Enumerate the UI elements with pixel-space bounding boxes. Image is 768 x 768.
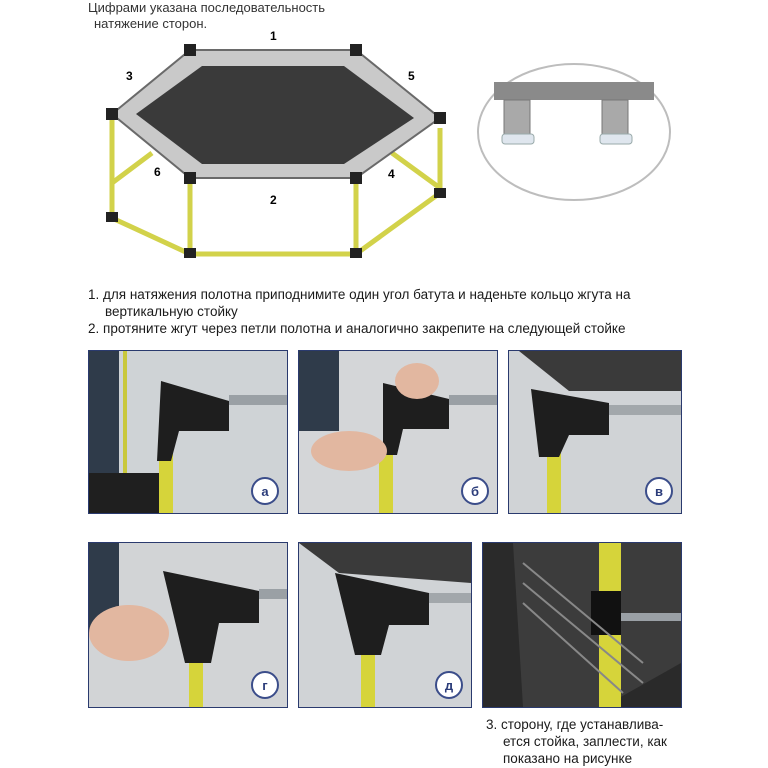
photo-b-badge: б: [461, 477, 489, 505]
detail-clip-right: [602, 100, 628, 134]
photo-b: [298, 350, 498, 514]
detail-base-right: [600, 134, 632, 144]
instructions: [88, 286, 708, 337]
photo-c-badge: в: [645, 477, 673, 505]
photo-e-badge: д: [435, 671, 463, 699]
detail-inset: [474, 58, 674, 208]
note-line2: ется стойка, заплести, как: [503, 734, 667, 749]
note-line3: показано на рисунке: [503, 751, 633, 766]
photo-a-badge: а: [251, 477, 279, 505]
photo-f-illustration: [483, 543, 681, 707]
side-label-3: 3: [126, 69, 133, 83]
photo-a: [88, 350, 288, 514]
photo-c: [508, 350, 682, 514]
photo-e: [298, 542, 472, 708]
photo-d-badge: г: [251, 671, 279, 699]
header-caption-line2: натяжение сторон.: [94, 16, 208, 31]
side-label-6: 6: [154, 165, 161, 179]
step2: 2. протяните жгут через петли полотна и аналогично закрепите на следующей стойке: [88, 321, 626, 336]
note-line1: 3. сторону, где устанавлива-: [486, 717, 664, 732]
side-label-5: 5: [408, 69, 415, 83]
header-caption-line1: Цифрами указана последовательность: [88, 0, 326, 15]
detail-frame-bar: [494, 82, 654, 100]
detail-clip-left: [504, 100, 530, 134]
photo-f: [482, 542, 682, 708]
note-step3: [486, 716, 686, 767]
side-label-4: 4: [388, 167, 395, 181]
step1-line1: 1. для натяжения полотна приподнимите один угол батута и наденьте кольцо жгута на: [88, 287, 631, 302]
photo-d: [88, 542, 288, 708]
detail-base-left: [502, 134, 534, 144]
step1-line2: вертикальную стойку: [105, 304, 238, 319]
side-label-2: 2: [270, 193, 277, 207]
side-label-1: 1: [270, 29, 277, 43]
trampoline-diagram: [92, 28, 452, 268]
